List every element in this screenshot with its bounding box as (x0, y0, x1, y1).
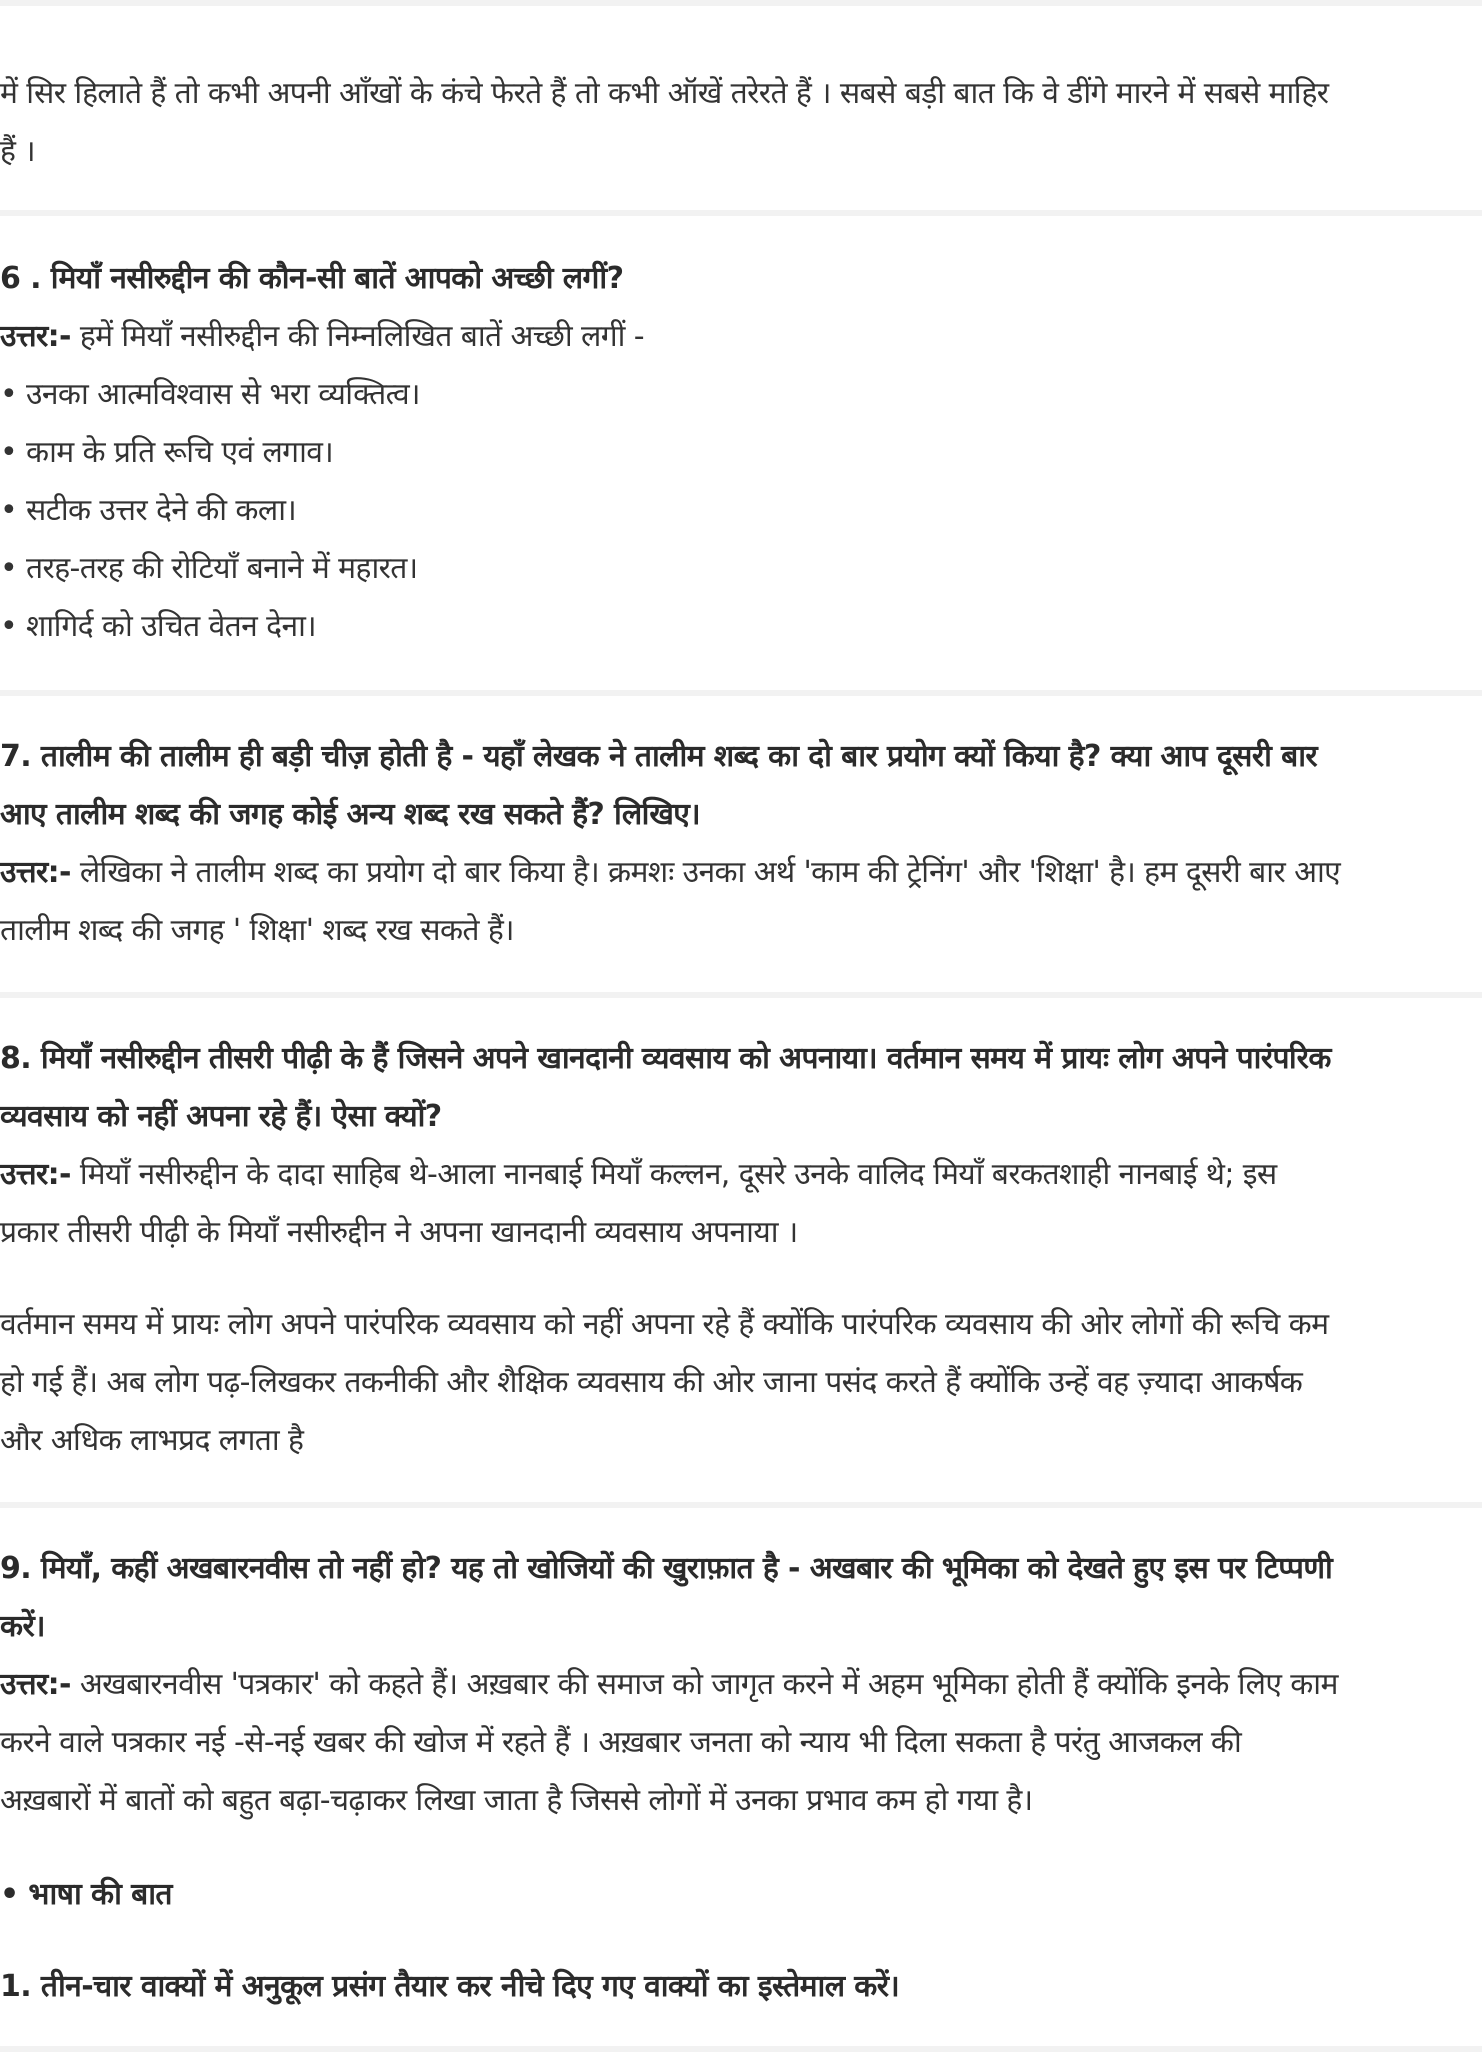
question-language-1: 1. तीन-चार वाक्यों में अनुकूल प्रसंग तैयार कर नीचे दिए गए वाक्यों का इस्तेमाल करें। (0, 1969, 900, 2004)
answer-text: लेखिका ने तालीम शब्द का प्रयोग दो बार किया है। क्रमशः उनका अर्थ 'काम की ट्रेनिंग' और 'शिक्षा' है। हम दूसरी बार आए (70, 855, 1341, 890)
answer-8-cont: प्रकार तीसरी पीढ़ी के मियाँ नसीरुद्दीन ने अपना खानदानी व्यवसाय अपनाया । (0, 1215, 798, 1250)
section-divider (0, 0, 1482, 6)
section-divider (0, 690, 1482, 696)
intro-line: हैं । (0, 134, 36, 169)
answer-7-cont: तालीम शब्द की जगह ' शिक्षा' शब्द रख सकते हैं। (0, 913, 514, 948)
answer-9-cont: करने वाले पत्रकार नई -से-नई खबर की खोज में रहते हैं । अख़बार जनता को न्याय भी दिला सकता है परंतु आजकल की (0, 1725, 1242, 1760)
section-heading: • भाषा की बात (0, 1877, 172, 1912)
section-divider (0, 2046, 1482, 2052)
question-8: 8. मियाँ नसीरुद्दीन तीसरी पीढ़ी के हैं जिसने अपने खानदानी व्यवसाय को अपनाया। वर्तमान समय में प्रायः लोग अपने पारंपरिक (0, 1041, 1331, 1076)
answer-text: अखबारनवीस 'पत्रकार' को कहते हैं। अख़बार की समाज को जागृत करने में अहम भूमिका होती हैं क्योंकि इनके लिए काम (70, 1667, 1338, 1702)
answer-9-cont: अख़बारों में बातों को बहुत बढ़ा-चढ़ाकर लिखा जाता है जिससे लोगों में उनका प्रभाव कम हो गया है। (0, 1783, 1033, 1818)
intro-line: में सिर हिलाते हैं तो कभी अपनी आँखों के कंचे फेरते हैं तो कभी ऑखें तरेरते हैं । सबसे बड़ी बात कि वे डींगे मारने में सबसे माहिर (0, 76, 1329, 111)
question-9: 9. मियाँ, कहीं अखबारनवीस तो नहीं हो? यह तो खोजियों की खुराफ़ात है - अखबार की भूमिका को देखते हुए इस पर टिप्पणी (0, 1551, 1333, 1586)
list-item: • तरह-तरह की रोटियाँ बनाने में महारत। (0, 551, 418, 586)
paragraph: वर्तमान समय में प्रायः लोग अपने पारंपरिक व्यवसाय को नहीं अपना रहे हैं क्योंकि पारंपरिक व्यवसाय की ओर लोगों की रूचि कम (0, 1307, 1329, 1342)
section-divider (0, 992, 1482, 998)
question-7-cont: आए तालीम शब्द की जगह कोई अन्य शब्द रख सकते हैं? लिखिए। (0, 797, 701, 832)
list-item: • शागिर्द को उचित वेतन देना। (0, 609, 317, 644)
question-6: 6 . मियाँ नसीरुद्दीन की कौन-सी बातें आपको अच्छी लगीं? (0, 261, 624, 296)
answer-label: उत्तर:- (0, 1667, 71, 1702)
paragraph: हो गई हैं। अब लोग पढ़-लिखकर तकनीकी और शैक्षिक व्यवसाय की ओर जाना पसंद करते हैं क्योंकि उन्हें वह ज़्यादा आकर्षक (0, 1365, 1303, 1400)
list-item: • काम के प्रति रूचि एवं लगाव। (0, 435, 334, 470)
list-item: • सटीक उत्तर देने की कला। (0, 493, 297, 528)
section-divider (0, 1502, 1482, 1508)
paragraph: और अधिक लाभप्रद लगता है (0, 1423, 304, 1458)
list-item: • उनका आत्मविश्वास से भरा व्यक्तित्व। (0, 377, 420, 412)
answer-label: उत्तर:- (0, 1157, 71, 1192)
question-9-cont: करें। (0, 1609, 45, 1644)
answer-8 (0, 1146, 1277, 1204)
question-8-cont: व्यवसाय को नहीं अपना रहे हैं। ऐसा क्यों? (0, 1099, 442, 1134)
answer-7 (0, 844, 1340, 902)
answer-label: उत्तर:- (0, 319, 71, 354)
section-divider (0, 210, 1482, 216)
answer-label: उत्तर:- (0, 855, 71, 890)
answer-9 (0, 1656, 1338, 1714)
answer-text: हमें मियाँ नसीरुद्दीन की निम्नलिखित बातें अच्छी लगीं - (70, 319, 644, 354)
answer-6 (0, 308, 644, 366)
question-7: 7. तालीम की तालीम ही बड़ी चीज़ होती है - यहाँ लेखक ने तालीम शब्द का दो बार प्रयोग क्यों किया है? क्या आप दूसरी बार (0, 739, 1318, 774)
answer-text: मियाँ नसीरुद्दीन के दादा साहिब थे-आला नानबाई मियाँ कल्लन, दूसरे उनके वालिद मियाँ बरकतशाही नानबाई थे; इस (70, 1157, 1277, 1192)
